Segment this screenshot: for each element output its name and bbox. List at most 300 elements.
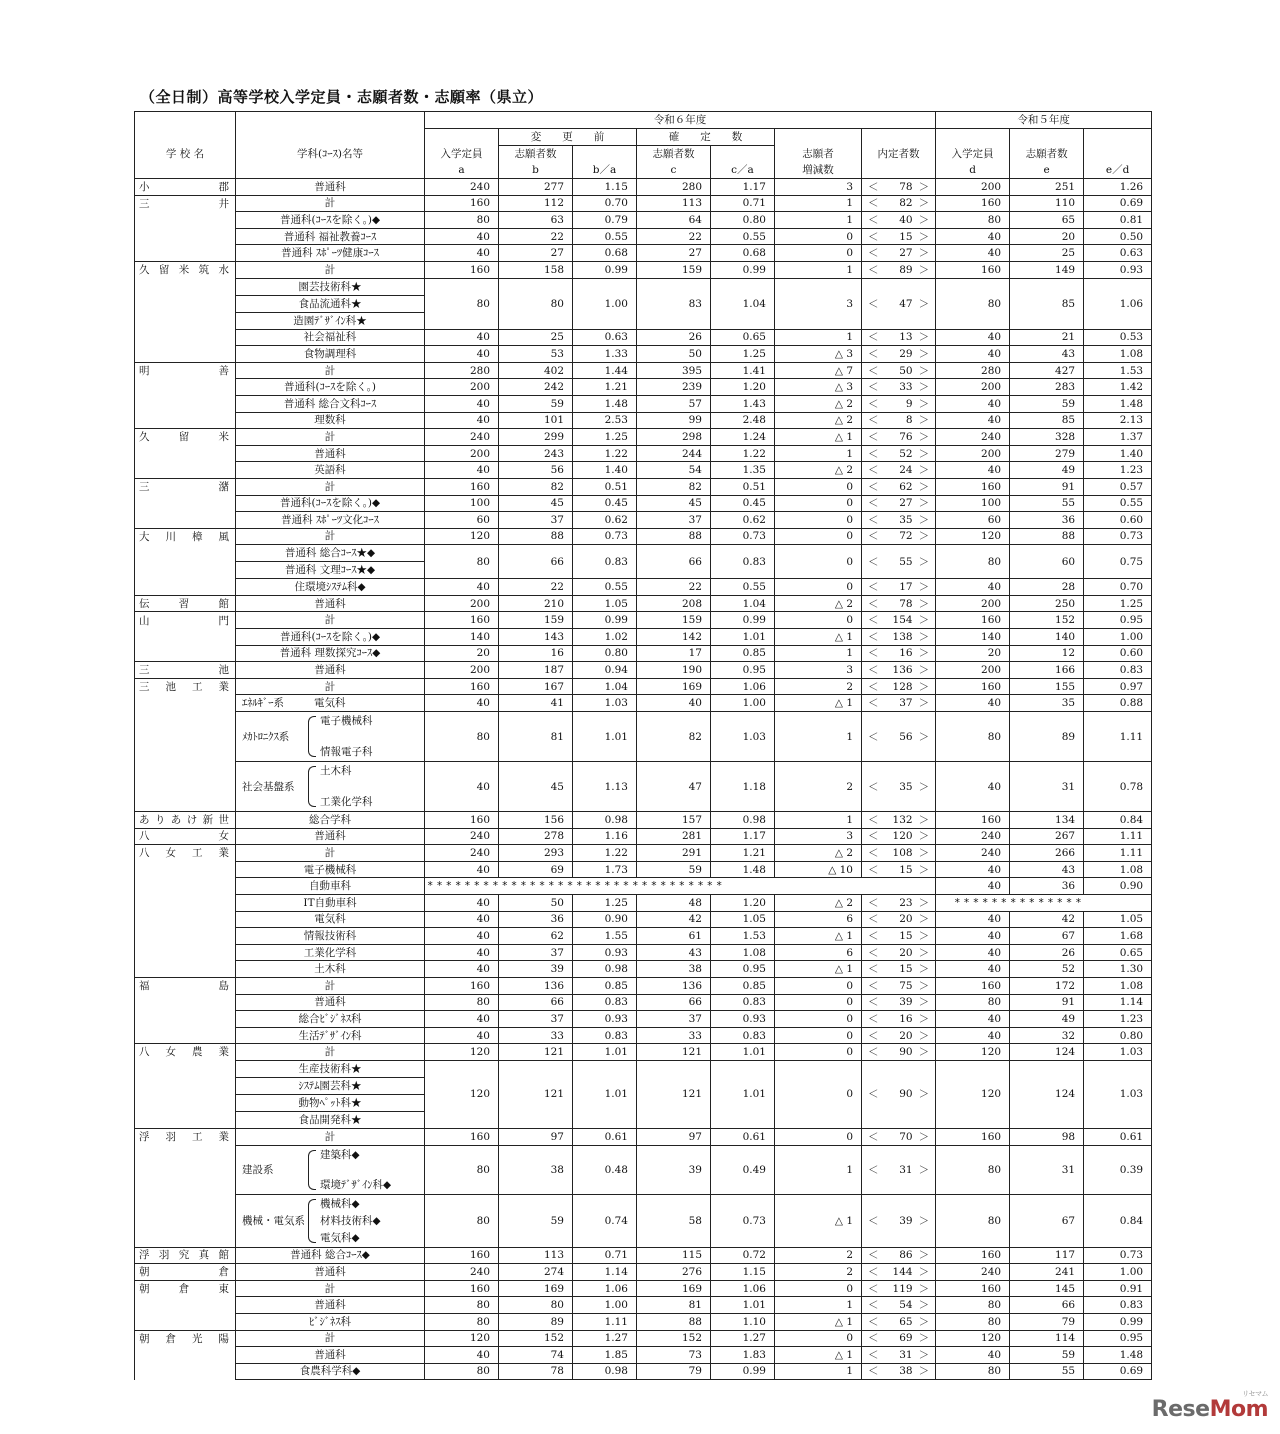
- bracket-open: ＜: [868, 397, 879, 410]
- value-cell: 117: [1010, 1247, 1084, 1264]
- naitei-cell: [862, 994, 936, 1011]
- value-cell: 0.85: [573, 977, 637, 994]
- school-name: 久留米筑水: [135, 261, 236, 278]
- value-cell: 0.99: [711, 1363, 775, 1380]
- table-row: [135, 379, 1152, 396]
- table-row: [135, 579, 1152, 596]
- bracket-close: ＞: [918, 480, 930, 493]
- table-row: [135, 362, 1152, 379]
- value-cell: 298: [637, 429, 711, 446]
- value-cell: 37: [499, 512, 573, 529]
- value-cell: 427: [1010, 362, 1084, 379]
- value-cell: 1: [775, 1297, 862, 1314]
- school-name: [135, 1060, 236, 1128]
- bracket-close: ＞: [918, 247, 930, 260]
- value-cell: 0.62: [573, 512, 637, 529]
- school-name: [135, 228, 236, 245]
- bracket-close: ＞: [918, 1249, 930, 1262]
- table-row: [135, 961, 1152, 978]
- school-name: [135, 395, 236, 412]
- naitei-cell: [862, 362, 936, 379]
- naitei-cell: [862, 1060, 936, 1128]
- table-row: [135, 629, 1152, 646]
- value-cell: 239: [637, 379, 711, 396]
- value-cell: 145: [1010, 1280, 1084, 1297]
- value-cell: 54: [637, 462, 711, 479]
- table-row: [135, 1194, 1152, 1247]
- value-cell: 240: [936, 828, 1010, 845]
- value-cell: 0.63: [573, 329, 637, 346]
- value-cell: 66: [499, 994, 573, 1011]
- dept-name: 普通科: [236, 595, 425, 612]
- value-cell: 169: [499, 1280, 573, 1297]
- school-name: [135, 579, 236, 596]
- value-cell: 1.04: [711, 278, 775, 329]
- table-row: [135, 1297, 1152, 1314]
- table-row: [135, 429, 1152, 446]
- school-name: [135, 1011, 236, 1028]
- bracket-open: ＜: [868, 347, 879, 360]
- page-title: （全日制）高等学校入学定員・志願者数・志願率（県立）: [140, 88, 544, 106]
- table-row: [135, 928, 1152, 945]
- value-cell: 40: [425, 911, 499, 928]
- naitei-cell: [862, 1247, 936, 1264]
- naitei-value: 56: [899, 730, 913, 743]
- before-header: 変 更 前: [499, 129, 637, 146]
- naitei-value: 17: [899, 581, 913, 594]
- naitei-cell: [862, 961, 936, 978]
- value-cell: 1.48: [711, 861, 775, 878]
- dept-name: ﾋﾞｼﾞﾈｽ科: [236, 1313, 425, 1330]
- value-cell: 55: [1010, 495, 1084, 512]
- value-cell: 140: [936, 629, 1010, 646]
- value-cell: 278: [499, 828, 573, 845]
- value-cell: 69: [499, 861, 573, 878]
- school-name: [135, 1347, 236, 1364]
- value-cell: 1.04: [573, 678, 637, 695]
- value-cell: 160: [936, 478, 1010, 495]
- naitei-cell: [862, 579, 936, 596]
- value-cell: 40: [425, 1347, 499, 1364]
- dept-name: 普通科: [236, 662, 425, 679]
- school-name: [135, 1297, 236, 1314]
- dept-name: 普通科: [236, 1264, 425, 1281]
- dept-group: [236, 1194, 425, 1247]
- value-cell: 1.11: [1084, 712, 1152, 762]
- value-cell: 0.45: [573, 495, 637, 512]
- dept-name: 計: [236, 1044, 425, 1061]
- value-cell: 1.11: [1084, 828, 1152, 845]
- group-item: 材料技術科◆: [320, 1214, 381, 1227]
- value-cell: 91: [1010, 478, 1084, 495]
- value-cell: 59: [1010, 395, 1084, 412]
- value-cell: 0.50: [1084, 228, 1152, 245]
- value-cell: 80: [425, 1297, 499, 1314]
- value-cell: 27: [499, 245, 573, 262]
- naitei-cell: [862, 828, 936, 845]
- bracket-close: ＞: [918, 847, 930, 860]
- naitei-value: 144: [892, 1265, 913, 1278]
- value-cell: 0.61: [573, 1128, 637, 1145]
- value-cell: 81: [499, 712, 573, 762]
- bracket-open: ＜: [868, 1029, 879, 1042]
- table-row: [135, 545, 1152, 579]
- value-cell: 1.21: [573, 379, 637, 396]
- value-cell: 0.55: [573, 579, 637, 596]
- naitei-value: 20: [899, 946, 913, 959]
- bracket-open: ＜: [868, 297, 879, 310]
- value-cell: 49: [1010, 462, 1084, 479]
- table-row: [135, 212, 1152, 229]
- value-cell: 0.94: [573, 662, 637, 679]
- value-cell: 56: [499, 462, 573, 479]
- naitei-value: 86: [899, 1249, 913, 1262]
- naitei-value: 31: [899, 1348, 913, 1361]
- value-cell: 81: [637, 1297, 711, 1314]
- value-cell: 88: [1010, 528, 1084, 545]
- value-cell: 2.48: [711, 412, 775, 429]
- value-cell: 0: [775, 228, 862, 245]
- value-cell: 200: [936, 595, 1010, 612]
- value-cell: 1.06: [573, 1280, 637, 1297]
- naitei-cell: [862, 379, 936, 396]
- value-cell: 27: [637, 245, 711, 262]
- bracket-close: ＞: [918, 996, 930, 1009]
- school-name: [135, 861, 236, 878]
- value-cell: 160: [425, 678, 499, 695]
- value-cell: 0.79: [573, 212, 637, 229]
- value-cell: 50: [499, 895, 573, 912]
- naitei-cell: [862, 678, 936, 695]
- bracket-close: ＞: [918, 464, 930, 477]
- table-row: [135, 245, 1152, 262]
- value-cell: 240: [425, 1264, 499, 1281]
- value-cell: △ 2: [775, 895, 862, 912]
- bracket-open: ＜: [868, 1214, 879, 1227]
- value-cell: 79: [637, 1363, 711, 1380]
- dept-name: 計: [236, 1128, 425, 1145]
- value-cell: 0.68: [573, 245, 637, 262]
- school-name: 浮羽工業: [135, 1128, 236, 1145]
- school-name: [135, 445, 236, 462]
- value-cell: 250: [1010, 595, 1084, 612]
- bracket-open: ＜: [868, 1348, 879, 1361]
- naitei-value: 138: [892, 630, 913, 643]
- group-item: 環境ﾃﾞｻﾞｲﾝ科◆: [320, 1178, 392, 1191]
- table-row: [135, 1060, 1152, 1128]
- table-row: [135, 1264, 1152, 1281]
- value-cell: 0.69: [1084, 1363, 1152, 1380]
- value-cell: 0.93: [573, 1011, 637, 1028]
- value-cell: 66: [1010, 1297, 1084, 1314]
- value-cell: 40: [936, 1027, 1010, 1044]
- value-cell: 40: [936, 878, 1010, 895]
- value-cell: 1.33: [573, 346, 637, 363]
- value-cell: 0: [775, 994, 862, 1011]
- value-cell: 136: [499, 977, 573, 994]
- dept-name: 計: [236, 612, 425, 629]
- naitei-value: 31: [899, 1163, 913, 1176]
- naitei-cell: [862, 1347, 936, 1364]
- value-cell: 40: [936, 329, 1010, 346]
- value-cell: 121: [499, 1060, 573, 1128]
- value-cell: 33: [499, 1027, 573, 1044]
- value-cell: 40: [425, 762, 499, 812]
- naitei-cell: [862, 412, 936, 429]
- value-cell: 40: [425, 961, 499, 978]
- dept-name: 普通科 福祉教養ｺｰｽ: [236, 228, 425, 245]
- bracket-open: ＜: [868, 1249, 879, 1262]
- value-cell: 200: [425, 662, 499, 679]
- value-cell: 21: [1010, 329, 1084, 346]
- value-cell: 240: [425, 179, 499, 196]
- value-cell: 83: [637, 278, 711, 329]
- bracket-open: ＜: [868, 996, 879, 1009]
- value-cell: 0.73: [1084, 1247, 1152, 1264]
- value-cell: 1.21: [711, 845, 775, 862]
- value-cell: 0.99: [573, 612, 637, 629]
- value-cell: 1.18: [711, 762, 775, 812]
- value-cell: 82: [637, 712, 711, 762]
- value-cell: 0: [775, 545, 862, 579]
- value-cell: 80: [425, 1313, 499, 1330]
- value-cell: 48: [637, 895, 711, 912]
- group-items: [320, 1146, 391, 1194]
- naitei-cell: [862, 478, 936, 495]
- group-label: 機械・電気系: [242, 1214, 305, 1227]
- value-cell: 140: [425, 629, 499, 646]
- dept-name: 計: [236, 528, 425, 545]
- naitei-cell: [862, 1044, 936, 1061]
- bracket-close: ＞: [918, 813, 930, 826]
- value-cell: 89: [1010, 712, 1084, 762]
- naitei-value: 89: [899, 263, 913, 276]
- bracket-close: ＞: [918, 1299, 930, 1312]
- value-cell: 120: [936, 1330, 1010, 1347]
- value-cell: 41: [499, 695, 573, 712]
- bracket-open: ＜: [868, 180, 879, 193]
- group-item: 情報電子科: [320, 746, 373, 759]
- value-cell: 280: [936, 362, 1010, 379]
- bracket-close: ＞: [918, 1348, 930, 1361]
- value-cell: 140: [1010, 629, 1084, 646]
- naitei-cell: [862, 911, 936, 928]
- bracket-close: ＞: [918, 680, 930, 693]
- value-cell: 40: [936, 395, 1010, 412]
- value-cell: 65: [1010, 212, 1084, 229]
- value-cell: △ 2: [775, 395, 862, 412]
- value-cell: 0: [775, 1128, 862, 1145]
- bracket-open: ＜: [868, 1315, 879, 1328]
- value-cell: 1.00: [573, 1297, 637, 1314]
- dept-name: 計: [236, 261, 425, 278]
- value-cell: 0.88: [1084, 695, 1152, 712]
- value-cell: 40: [425, 861, 499, 878]
- bracket-open: ＜: [868, 1282, 879, 1295]
- value-cell: 113: [499, 1247, 573, 1264]
- school-name: 三 井: [135, 195, 236, 212]
- value-cell: 1.25: [711, 346, 775, 363]
- dept-name: 理数科: [236, 412, 425, 429]
- value-cell: △ 3: [775, 346, 862, 363]
- school-name: [135, 495, 236, 512]
- value-cell: 37: [637, 512, 711, 529]
- bracket-open: ＜: [868, 263, 879, 276]
- bracket-open: ＜: [868, 213, 879, 226]
- value-cell: 0.80: [573, 645, 637, 662]
- brace: [308, 1150, 316, 1190]
- value-cell: 0.57: [1084, 478, 1152, 495]
- group-items: [320, 1195, 381, 1247]
- value-cell: 160: [425, 1128, 499, 1145]
- value-cell: 200: [425, 595, 499, 612]
- value-cell: 88: [499, 528, 573, 545]
- value-cell: 159: [499, 612, 573, 629]
- naitei-cell: [862, 944, 936, 961]
- value-cell: 50: [637, 346, 711, 363]
- bracket-close: ＞: [918, 581, 930, 594]
- value-cell: 160: [936, 1247, 1010, 1264]
- school-name: [135, 895, 236, 912]
- value-cell: 200: [936, 379, 1010, 396]
- naitei-value: 20: [899, 913, 913, 926]
- value-cell: 22: [499, 228, 573, 245]
- dept-group: [236, 1145, 425, 1194]
- value-cell: 60: [1010, 545, 1084, 579]
- school-name: [135, 412, 236, 429]
- naitei-value: 8: [905, 414, 913, 427]
- dept-name: 食物調理科: [236, 346, 425, 363]
- naitei-cell: [862, 261, 936, 278]
- value-cell: 40: [936, 1011, 1010, 1028]
- dept-sub: 動物ﾍﾟｯﾄ科★: [236, 1095, 424, 1112]
- naitei-cell: [862, 1145, 936, 1194]
- value-cell: 38: [499, 1145, 573, 1194]
- naitei-value: 76: [899, 430, 913, 443]
- dept-name: 普通科: [236, 994, 425, 1011]
- naitei-cell: [862, 861, 936, 878]
- value-cell: 80: [936, 1297, 1010, 1314]
- table-row: [135, 495, 1152, 512]
- group-label: ﾒｶﾄﾛﾆｸｽ系: [242, 730, 290, 743]
- value-cell: 2: [775, 1264, 862, 1281]
- naitei-cell: [862, 845, 936, 862]
- value-cell: 1.20: [711, 379, 775, 396]
- dept-name: 工業化学科: [236, 944, 425, 961]
- value-cell: 2.13: [1084, 412, 1152, 429]
- school-name: [135, 379, 236, 396]
- brace: [308, 716, 316, 757]
- bracket-open: ＜: [868, 664, 879, 677]
- bracket-open: ＜: [868, 381, 879, 394]
- dept-name: 電気科: [236, 911, 425, 928]
- naitei-value: 119: [892, 1282, 913, 1295]
- value-cell: 1.43: [711, 395, 775, 412]
- value-cell: 78: [499, 1363, 573, 1380]
- bracket-close: ＞: [918, 830, 930, 843]
- value-cell: 1.24: [711, 429, 775, 446]
- naitei-value: 39: [899, 996, 913, 1009]
- naitei-cell: [862, 762, 936, 812]
- value-cell: 121: [637, 1060, 711, 1128]
- value-cell: 32: [1010, 1027, 1084, 1044]
- value-cell: 40: [936, 911, 1010, 928]
- group-items: [320, 762, 373, 811]
- value-cell: 166: [1010, 662, 1084, 679]
- naitei-cell: [862, 1330, 936, 1347]
- value-cell: 160: [425, 478, 499, 495]
- value-cell: 242: [499, 379, 573, 396]
- value-cell: 160: [936, 612, 1010, 629]
- value-cell: 1.08: [711, 944, 775, 961]
- value-cell: 40: [425, 395, 499, 412]
- value-cell: 160: [936, 1280, 1010, 1297]
- bracket-close: ＞: [918, 780, 930, 793]
- group-item: 機械科◆: [320, 1197, 360, 1210]
- value-cell: 159: [637, 261, 711, 278]
- value-cell: 1.02: [573, 629, 637, 646]
- dept-name: 普通科(ｺｰｽを除く。)◆: [236, 212, 425, 229]
- table-body: [135, 179, 1152, 1380]
- bracket-close: ＞: [918, 979, 930, 992]
- value-cell: 0: [775, 579, 862, 596]
- value-cell: 40: [425, 412, 499, 429]
- value-cell: 0.90: [573, 911, 637, 928]
- dept-name: 普通科 理数探究ｺｰｽ◆: [236, 645, 425, 662]
- value-cell: 43: [1010, 346, 1084, 363]
- value-cell: 143: [499, 629, 573, 646]
- value-cell: 26: [637, 329, 711, 346]
- value-cell: 1: [775, 261, 862, 278]
- bracket-open: ＜: [868, 963, 879, 976]
- bracket-close: ＞: [918, 1029, 930, 1042]
- naitei-cell: [862, 695, 936, 712]
- value-cell: 1.25: [573, 895, 637, 912]
- value-cell: 80: [425, 712, 499, 762]
- dept-name: 計: [236, 1280, 425, 1297]
- value-cell: 112: [499, 195, 573, 212]
- bracket-open: ＜: [868, 614, 879, 627]
- value-cell: 79: [1010, 1313, 1084, 1330]
- bracket-open: ＜: [868, 230, 879, 243]
- value-cell: 67: [1010, 928, 1084, 945]
- value-cell: 80: [425, 278, 499, 329]
- value-cell: 0.61: [1084, 1128, 1152, 1145]
- value-cell: 243: [499, 445, 573, 462]
- value-cell: 251: [1010, 179, 1084, 196]
- group-label: 建設系: [242, 1163, 274, 1176]
- value-cell: 0.98: [573, 961, 637, 978]
- value-cell: 267: [1010, 828, 1084, 845]
- value-cell: 1.22: [573, 845, 637, 862]
- value-cell: 40: [936, 861, 1010, 878]
- group-label: 社会基盤系: [242, 780, 295, 793]
- value-cell: 26: [1010, 944, 1084, 961]
- value-cell: 1.55: [573, 928, 637, 945]
- value-cell: 97: [499, 1128, 573, 1145]
- group-item: 電気科◆: [320, 1231, 360, 1244]
- dept-name: [236, 695, 425, 712]
- value-cell: 0: [775, 1060, 862, 1128]
- naitei-value: 35: [899, 780, 913, 793]
- value-cell: 0: [775, 1027, 862, 1044]
- value-cell: 0.55: [711, 579, 775, 596]
- table-row: [135, 1347, 1152, 1364]
- value-cell: 59: [499, 1194, 573, 1247]
- bracket-close: ＞: [918, 555, 930, 568]
- value-cell: 0.95: [1084, 612, 1152, 629]
- table-row: [135, 1313, 1152, 1330]
